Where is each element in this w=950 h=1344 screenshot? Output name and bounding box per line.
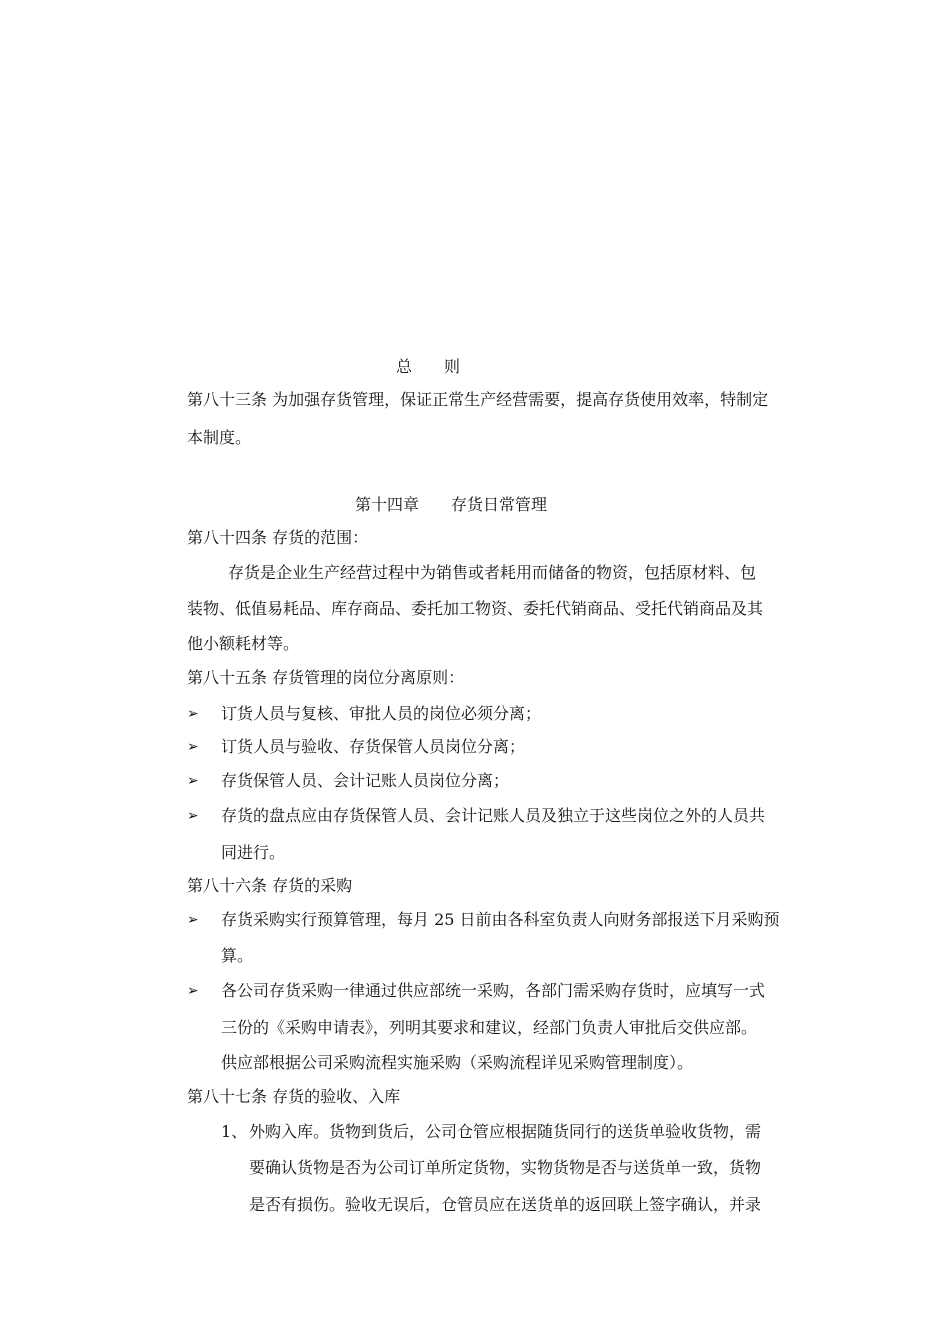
article-87-item-1-number: 1、 <box>221 1122 248 1141</box>
article-85-bullet-3: 存货保管人员、会计记账人员岗位分离； <box>221 771 510 790</box>
arrow-bullet-icon: ➢ <box>187 706 199 722</box>
article-86-bullet-2-line-2: 三份的《采购申请表》，列明其要求和建议，经部门负责人审批后交供应部。 <box>221 1018 758 1037</box>
article-87-title: 第八十七条 存货的验收、入库 <box>187 1087 401 1106</box>
chapter-14-heading: 第十四章 存货日常管理 <box>355 495 548 514</box>
article-84-line-2: 装物、低值易耗品、库存商品、委托加工物资、委托代销商品、受托代销商品及其 <box>187 599 764 618</box>
article-86-bullet-1-line-2: 算。 <box>221 946 254 965</box>
section-heading-general: 总 则 <box>396 357 461 376</box>
article-84-line-1: 存货是企业生产经营过程中为销售或者耗用而储备的物资，包括原材料、包 <box>212 563 757 582</box>
article-86-title: 第八十六条 存货的采购 <box>187 876 353 895</box>
arrow-bullet-icon: ➢ <box>187 983 199 999</box>
arrow-bullet-icon: ➢ <box>187 773 199 789</box>
article-83-line-2: 本制度。 <box>187 428 252 447</box>
article-85-bullet-4-line-1: 存货的盘点应由存货保管人员、会计记账人员及独立于这些岗位之外的人员共 <box>221 806 766 825</box>
article-85-bullet-2: 订货人员与验收、存货保管人员岗位分离； <box>221 737 526 756</box>
article-87-item-1-line-3: 是否有损伤。验收无误后，仓管员应在送货单的返回联上签字确认，并录 <box>249 1195 762 1214</box>
article-87-item-1-line-2: 要确认货物是否为公司订单所定货物，实物货物是否与送货单一致，货物 <box>249 1158 762 1177</box>
arrow-bullet-icon: ➢ <box>187 739 199 755</box>
arrow-bullet-icon: ➢ <box>187 912 199 928</box>
article-87-item-1-line-1: 外购入库。货物到货后，公司仓管应根据随货同行的送货单验收货物，需 <box>249 1122 762 1141</box>
article-86-bullet-1-line-1: 存货采购实行预算管理，每月 25 日前由各科室负责人向财务部报送下月采购预 <box>221 910 780 929</box>
article-83-line-1: 第八十三条 为加强存货管理，保证正常生产经营需要，提高存货使用效率，特制定 <box>187 390 769 409</box>
arrow-bullet-icon: ➢ <box>187 808 199 824</box>
article-85-bullet-1: 订货人员与复核、审批人员的岗位必须分离； <box>221 704 542 723</box>
article-86-bullet-2-line-1: 各公司存货采购一律通过供应部统一采购，各部门需采购存货时，应填写一式 <box>221 981 766 1000</box>
article-85-title: 第八十五条 存货管理的岗位分离原则： <box>187 668 465 687</box>
article-86-bullet-2-line-3: 供应部根据公司采购流程实施采购（采购流程详见采购管理制度）。 <box>221 1053 694 1072</box>
article-84-line-3: 他小额耗材等。 <box>187 634 300 653</box>
article-85-bullet-4-line-2: 同进行。 <box>221 843 286 862</box>
article-84-title: 第八十四条 存货的范围： <box>187 528 369 547</box>
